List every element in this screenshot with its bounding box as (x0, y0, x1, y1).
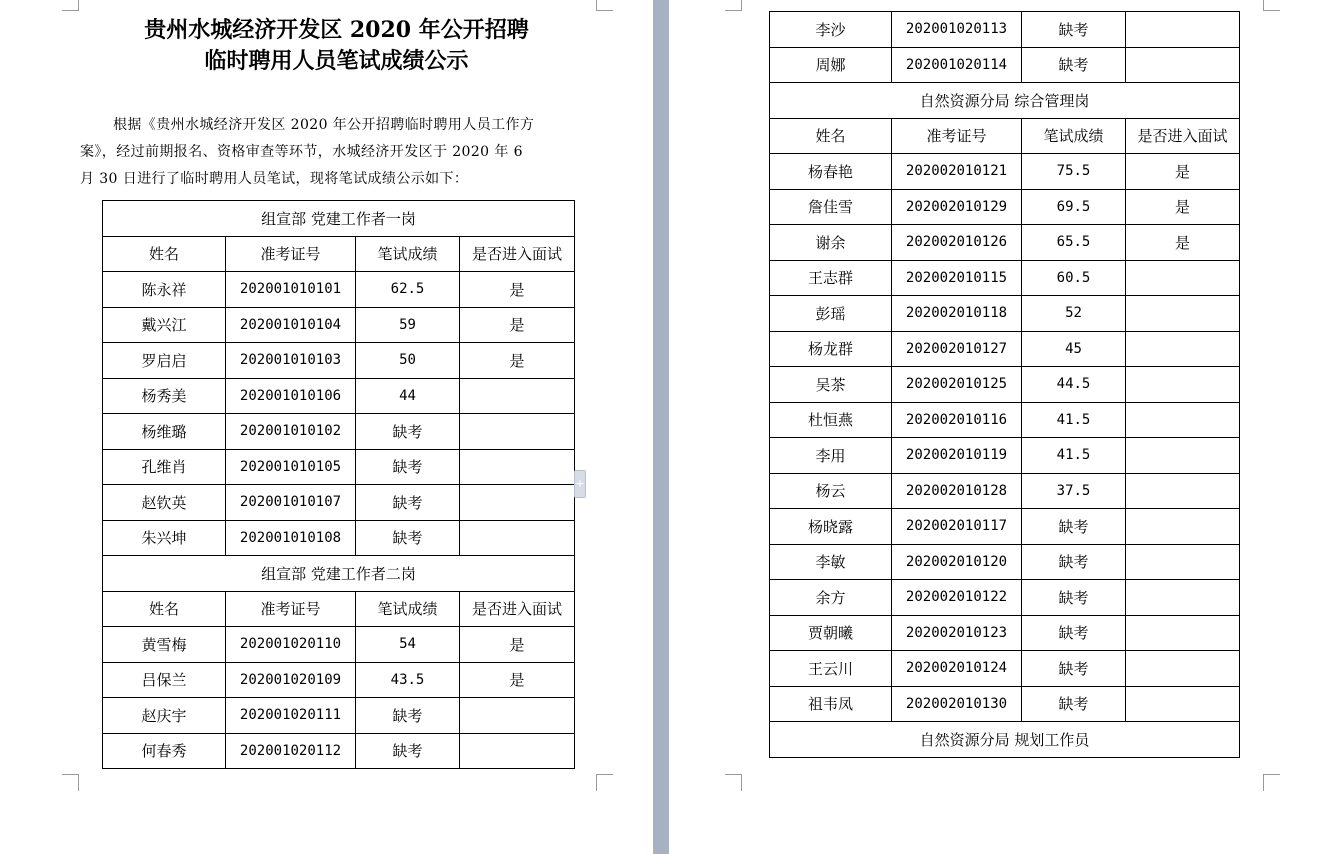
table-row (103, 307, 575, 343)
cell-name: 吕保兰 (103, 662, 226, 698)
section-title: 组宣部 党建工作者二岗 (103, 556, 575, 592)
section-row (770, 83, 1240, 119)
cell-interview (1126, 367, 1240, 403)
cell-score: 65.5 (1022, 225, 1126, 261)
cell-score: 59 (356, 307, 460, 343)
table-resize-handle[interactable]: + (574, 470, 586, 498)
cell-score: 37.5 (1022, 473, 1126, 509)
table-row (770, 331, 1240, 367)
page-title-line2: 临时聘用人员笔试成绩公示 (204, 48, 469, 74)
cell-interview (1126, 438, 1240, 474)
table-row (103, 485, 575, 521)
cell-exam-id: 202002010119 (892, 438, 1022, 474)
header-id: 准考证号 (226, 236, 356, 272)
cell-name: 祖韦凤 (770, 686, 892, 722)
cell-exam-id: 202001010101 (226, 272, 356, 308)
cell-score: 75.5 (1022, 154, 1126, 190)
cell-exam-id: 202002010118 (892, 296, 1022, 332)
cell-interview (1126, 473, 1240, 509)
cell-score: 缺考 (356, 414, 460, 450)
cell-score: 缺考 (1022, 509, 1126, 545)
table-row (103, 343, 575, 379)
cell-name: 吴茶 (770, 367, 892, 403)
cell-exam-id: 202001010107 (226, 485, 356, 521)
cell-score: 43.5 (356, 662, 460, 698)
table-row (770, 615, 1240, 651)
cell-exam-id: 202001020111 (226, 698, 356, 734)
table-row (103, 520, 575, 556)
cell-name: 李用 (770, 438, 892, 474)
table-row (103, 733, 575, 769)
cell-exam-id: 202002010115 (892, 260, 1022, 296)
table-row (770, 154, 1240, 190)
header-interview: 是否进入面试 (460, 591, 575, 627)
cell-score: 缺考 (356, 449, 460, 485)
table-row (770, 509, 1240, 545)
section-title: 自然资源分局 规划工作员 (770, 722, 1240, 758)
cell-interview (460, 733, 575, 769)
header-name: 姓名 (770, 118, 892, 154)
cell-exam-id: 202002010121 (892, 154, 1022, 190)
cell-exam-id: 202002010120 (892, 544, 1022, 580)
cell-name: 罗启启 (103, 343, 226, 379)
cell-score: 缺考 (356, 733, 460, 769)
cell-score: 44.5 (1022, 367, 1126, 403)
cell-score: 41.5 (1022, 402, 1126, 438)
table-row (770, 296, 1240, 332)
cell-name: 杨晓露 (770, 509, 892, 545)
cell-name: 王志群 (770, 260, 892, 296)
header-row (103, 236, 575, 272)
cell-interview (1126, 509, 1240, 545)
header-id: 准考证号 (892, 118, 1022, 154)
cell-interview (1126, 47, 1240, 83)
cell-score: 缺考 (1022, 47, 1126, 83)
table-row (770, 12, 1240, 48)
cell-exam-id: 202002010125 (892, 367, 1022, 403)
crop-mark (62, 0, 79, 11)
cell-exam-id: 202001010102 (226, 414, 356, 450)
cell-name: 杨云 (770, 473, 892, 509)
cell-interview (1126, 296, 1240, 332)
cell-exam-id: 202001020112 (226, 733, 356, 769)
cell-interview (1126, 260, 1240, 296)
section-title: 自然资源分局 综合管理岗 (770, 83, 1240, 119)
header-row (770, 118, 1240, 154)
cell-interview (1126, 615, 1240, 651)
header-score: 笔试成绩 (356, 236, 460, 272)
cell-name: 赵钦英 (103, 485, 226, 521)
table-row (770, 544, 1240, 580)
cell-exam-id: 202001020114 (892, 47, 1022, 83)
cell-interview: 是 (1126, 154, 1240, 190)
intro-line: 案》，经过前期报名、资格审查等环节，水城经济开发区于 2020 年 6 (80, 144, 523, 160)
cell-name: 赵庆宇 (103, 698, 226, 734)
crop-mark (725, 774, 742, 791)
cell-name: 孔维肖 (103, 449, 226, 485)
cell-score: 52 (1022, 296, 1126, 332)
cell-exam-id: 202001010105 (226, 449, 356, 485)
cell-interview: 是 (460, 343, 575, 379)
section-row (770, 722, 1240, 758)
crop-mark (1263, 0, 1280, 11)
cell-name: 杨秀美 (103, 378, 226, 414)
cell-name: 詹佳雪 (770, 189, 892, 225)
cell-interview (1126, 544, 1240, 580)
cell-exam-id: 202002010128 (892, 473, 1022, 509)
cell-name: 彭瑶 (770, 296, 892, 332)
cell-name: 谢余 (770, 225, 892, 261)
cell-interview: 是 (460, 307, 575, 343)
header-name: 姓名 (103, 236, 226, 272)
cell-score: 缺考 (1022, 580, 1126, 616)
cell-name: 贾朝曦 (770, 615, 892, 651)
table-row (770, 651, 1240, 687)
cell-interview (1126, 651, 1240, 687)
cell-name: 余方 (770, 580, 892, 616)
cell-score: 缺考 (356, 485, 460, 521)
intro-line: 根据《贵州水城经济开发区 2020 年公开招聘临时聘用人员工作方 (113, 117, 535, 133)
cell-name: 戴兴江 (103, 307, 226, 343)
header-name: 姓名 (103, 591, 226, 627)
cell-interview (460, 449, 575, 485)
cell-interview: 是 (460, 627, 575, 663)
header-interview: 是否进入面试 (1126, 118, 1240, 154)
table-row (770, 473, 1240, 509)
cell-score: 60.5 (1022, 260, 1126, 296)
cell-interview (460, 520, 575, 556)
cell-name: 何春秀 (103, 733, 226, 769)
cell-interview (1126, 686, 1240, 722)
cell-score: 54 (356, 627, 460, 663)
table-row (103, 378, 575, 414)
table-row (770, 47, 1240, 83)
cell-score: 缺考 (356, 698, 460, 734)
cell-score: 缺考 (1022, 686, 1126, 722)
table-row (103, 627, 575, 663)
cell-name: 李沙 (770, 12, 892, 48)
cell-exam-id: 202001020109 (226, 662, 356, 698)
cell-score: 50 (356, 343, 460, 379)
cell-exam-id: 202002010123 (892, 615, 1022, 651)
crop-mark (596, 0, 613, 11)
table-row (103, 698, 575, 734)
cell-name: 王云川 (770, 651, 892, 687)
cell-name: 杜恒燕 (770, 402, 892, 438)
cell-score: 69.5 (1022, 189, 1126, 225)
cell-exam-id: 202001020113 (892, 12, 1022, 48)
section-title: 组宣部 党建工作者一岗 (103, 201, 575, 237)
page-title-line1: 贵州水城经济开发区 2020 年公开招聘 (144, 17, 529, 43)
table-row (103, 662, 575, 698)
cell-name: 黄雪梅 (103, 627, 226, 663)
section-row (103, 556, 575, 592)
cell-score: 44 (356, 378, 460, 414)
cell-score: 41.5 (1022, 438, 1126, 474)
header-score: 笔试成绩 (1022, 118, 1126, 154)
cell-name: 杨龙群 (770, 331, 892, 367)
cell-exam-id: 202002010129 (892, 189, 1022, 225)
document-page-left (0, 0, 653, 854)
cell-interview: 是 (1126, 189, 1240, 225)
header-interview: 是否进入面试 (460, 236, 575, 272)
cell-score: 缺考 (356, 520, 460, 556)
cell-exam-id: 202002010117 (892, 509, 1022, 545)
header-id: 准考证号 (226, 591, 356, 627)
header-score: 笔试成绩 (356, 591, 460, 627)
cell-interview: 是 (460, 272, 575, 308)
cell-interview (460, 378, 575, 414)
cell-name: 杨春艳 (770, 154, 892, 190)
cell-exam-id: 202002010124 (892, 651, 1022, 687)
cell-exam-id: 202002010116 (892, 402, 1022, 438)
cell-exam-id: 202001010108 (226, 520, 356, 556)
cell-exam-id: 202002010122 (892, 580, 1022, 616)
cell-interview: 是 (1126, 225, 1240, 261)
cell-interview (1126, 402, 1240, 438)
cell-exam-id: 202002010127 (892, 331, 1022, 367)
table-row (103, 449, 575, 485)
document-page-right (669, 0, 1322, 854)
cell-exam-id: 202002010126 (892, 225, 1022, 261)
cell-name: 朱兴坤 (103, 520, 226, 556)
score-table-right (769, 11, 1240, 758)
cell-name: 陈永祥 (103, 272, 226, 308)
section-row (103, 201, 575, 237)
cell-name: 周娜 (770, 47, 892, 83)
crop-mark (596, 774, 613, 791)
cell-score: 缺考 (1022, 12, 1126, 48)
cell-interview (1126, 331, 1240, 367)
table-row (770, 580, 1240, 616)
cell-exam-id: 202001010104 (226, 307, 356, 343)
crop-mark (725, 0, 742, 11)
cell-name: 李敏 (770, 544, 892, 580)
cell-score: 缺考 (1022, 651, 1126, 687)
table-row (770, 189, 1240, 225)
table-row (770, 367, 1240, 403)
crop-mark (62, 774, 79, 791)
table-row (103, 272, 575, 308)
table-row (770, 402, 1240, 438)
cell-name: 杨维璐 (103, 414, 226, 450)
cell-interview (460, 698, 575, 734)
cell-score: 45 (1022, 331, 1126, 367)
table-row (770, 438, 1240, 474)
intro-line: 月 30 日进行了临时聘用人员笔试，现将笔试成绩公示如下： (80, 171, 469, 187)
header-row (103, 591, 575, 627)
table-row (103, 414, 575, 450)
cell-interview (460, 414, 575, 450)
crop-mark (1263, 774, 1280, 791)
cell-exam-id: 202001020110 (226, 627, 356, 663)
table-row (770, 686, 1240, 722)
cell-interview (460, 485, 575, 521)
cell-score: 缺考 (1022, 544, 1126, 580)
cell-score: 62.5 (356, 272, 460, 308)
score-table-left (102, 200, 575, 769)
intro-paragraph (80, 112, 640, 193)
cell-interview (1126, 580, 1240, 616)
cell-exam-id: 202001010103 (226, 343, 356, 379)
cell-exam-id: 202002010130 (892, 686, 1022, 722)
cell-score: 缺考 (1022, 615, 1126, 651)
table-row (770, 225, 1240, 261)
cell-interview (1126, 12, 1240, 48)
cell-interview: 是 (460, 662, 575, 698)
table-row (770, 260, 1240, 296)
cell-exam-id: 202001010106 (226, 378, 356, 414)
